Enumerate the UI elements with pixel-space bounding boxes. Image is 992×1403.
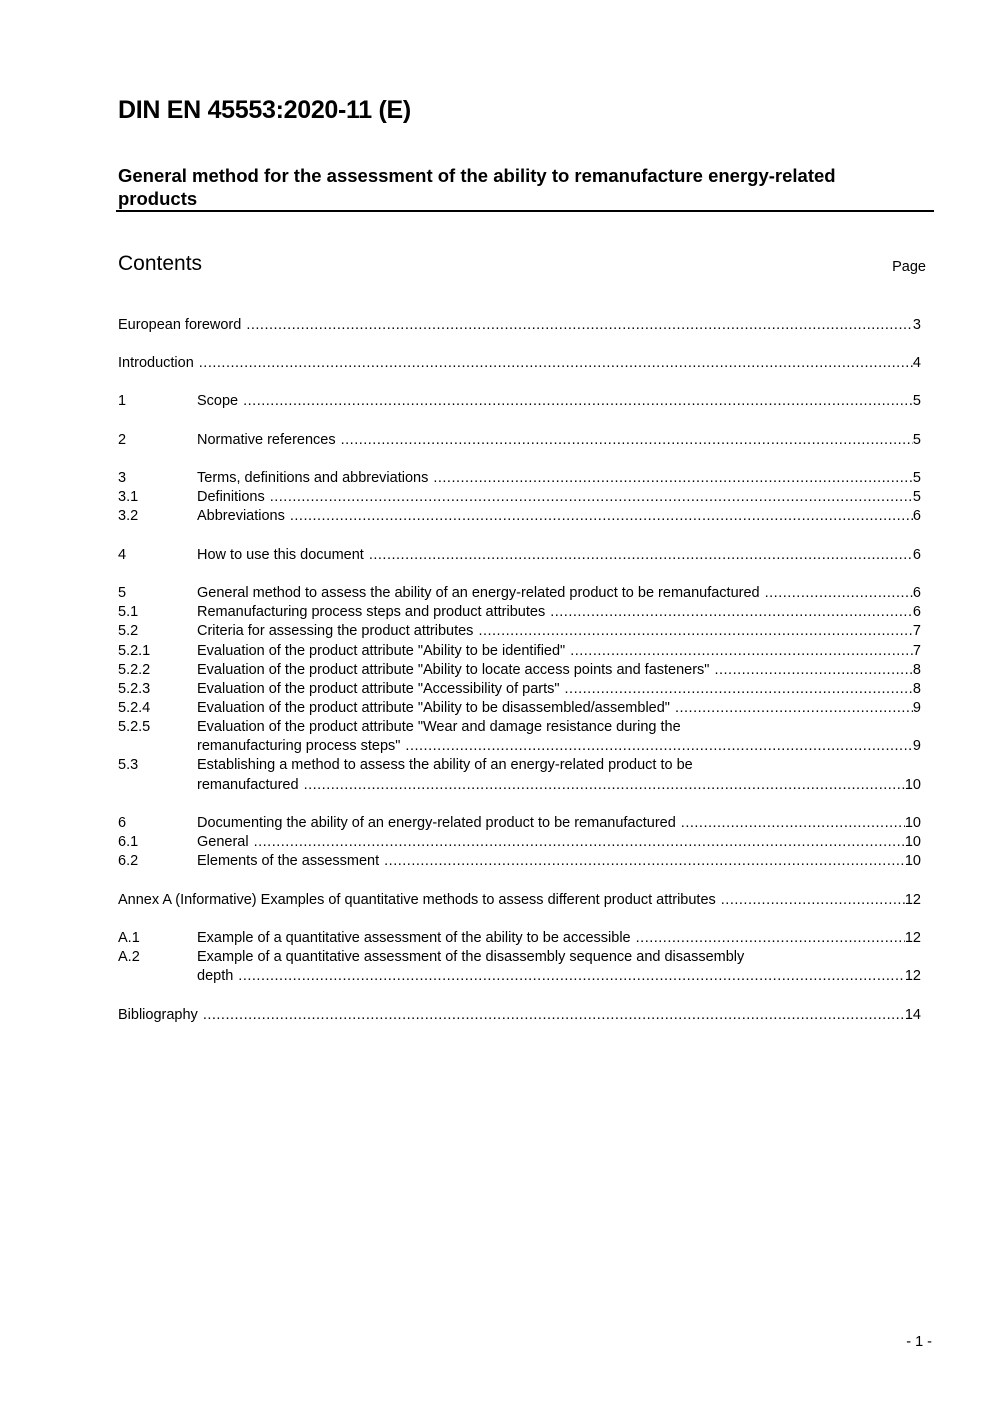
toc-entry-3-1[interactable] (118, 488, 921, 507)
dot-leader (290, 507, 913, 526)
toc-entry-page: 10 (904, 834, 921, 850)
dot-leader (636, 929, 905, 948)
toc-entry-1[interactable] (118, 392, 921, 411)
dot-leader (714, 661, 912, 680)
toc-entry-5[interactable] (118, 584, 921, 603)
toc-entry-page: 3 (912, 317, 921, 333)
dot-leader (203, 1006, 905, 1025)
toc-entry-number: 4 (118, 547, 127, 563)
toc-entry-page: 14 (904, 1007, 921, 1023)
toc-entry-title: Annex A (Informative) Examples of quantitative methods to assess different product attributes (118, 892, 716, 908)
toc-entry-title: General method to assess the ability of an energy-related product to be remanufactured (197, 585, 760, 601)
toc-entry-5-2-1[interactable] (118, 642, 921, 661)
toc-entry-number: 5.2.3 (118, 681, 151, 697)
toc-entry-page: 5 (912, 489, 921, 505)
toc-entry-5-2-3[interactable] (118, 680, 921, 699)
page-number: - 1 - (906, 1334, 932, 1350)
toc-entry-number: 1 (118, 393, 127, 409)
toc-entry-page: 7 (912, 623, 921, 639)
toc-entry-number: 6.2 (118, 853, 139, 869)
toc-entry-6-1[interactable] (118, 833, 921, 852)
toc-entry-bibliography[interactable] (118, 1006, 921, 1025)
toc-entry-number: 5.2.1 (118, 643, 151, 659)
document-id: DIN EN 45553:2020-11 (E) (118, 96, 411, 124)
toc-entry-number: 5.3 (118, 757, 139, 773)
toc-entry-title: Introduction (118, 355, 194, 371)
toc-entry-title: How to use this document (197, 547, 364, 563)
toc-entry-5-2[interactable] (118, 622, 921, 641)
toc-entry-number: 6.1 (118, 834, 139, 850)
toc-entry-6-2[interactable] (118, 852, 921, 871)
toc-entry-title-line-1: Establishing a method to assess the ability of an energy-related product to be (197, 757, 693, 773)
toc-entry-page: 10 (904, 777, 921, 793)
subtitle-line-2: products (118, 188, 198, 209)
dot-leader (675, 699, 913, 718)
subtitle-divider (116, 210, 934, 212)
dot-leader (550, 603, 913, 622)
toc-entry-a-1[interactable] (118, 929, 921, 948)
toc-entry-page: 6 (912, 585, 921, 601)
dot-leader (721, 891, 905, 910)
toc-entry-title: Evaluation of the product attribute "Accessibility of parts" (197, 681, 560, 697)
toc-entry-page: 6 (912, 508, 921, 524)
dot-leader (199, 354, 913, 373)
toc-entry-number: 2 (118, 432, 127, 448)
toc-entry-page: 5 (912, 470, 921, 486)
toc-entry-5-2-5-continued[interactable] (118, 737, 921, 756)
dot-leader (254, 833, 905, 852)
toc-entry-number: 6 (118, 815, 127, 831)
dot-leader (681, 814, 905, 833)
toc-entry-number: 3 (118, 470, 127, 486)
toc-entry-number: 5.1 (118, 604, 139, 620)
toc-entry-title: Terms, definitions and abbreviations (197, 470, 429, 486)
dot-leader (369, 546, 913, 565)
toc-entry-5-3[interactable] (118, 756, 921, 775)
toc-entry-title-line-2: remanufacturing process steps" (197, 738, 401, 754)
toc-entry-number: A.2 (118, 949, 140, 965)
toc-entry-title-line-2: remanufactured (197, 777, 299, 793)
dot-leader (565, 680, 913, 699)
dot-leader (238, 967, 905, 986)
toc-entry-2[interactable] (118, 431, 921, 450)
toc-entry-page: 9 (912, 738, 921, 754)
toc-entry-number: 3.1 (118, 489, 139, 505)
toc-entry-title: Definitions (197, 489, 265, 505)
toc-entry-title: Elements of the assessment (197, 853, 380, 869)
dot-leader (270, 488, 913, 507)
toc-entry-page: 10 (904, 815, 921, 831)
dot-leader (304, 776, 905, 795)
dot-leader (384, 852, 905, 871)
toc-entry-a-2[interactable] (118, 948, 921, 967)
toc-entry-5-2-2[interactable] (118, 661, 921, 680)
contents-title: Contents (118, 252, 203, 275)
toc-entry-5-3-continued[interactable] (118, 776, 921, 795)
toc-entry-title-line-1: Example of a quantitative assessment of the disassembly sequence and disassembly (197, 949, 745, 965)
toc-entry-page: 10 (904, 853, 921, 869)
toc-entry-a-2-continued[interactable] (118, 967, 921, 986)
toc-entry-number: 5.2 (118, 623, 139, 639)
toc-entry-3[interactable] (118, 469, 921, 488)
toc-entry-4[interactable] (118, 546, 921, 565)
toc-entry-title: Evaluation of the product attribute "Ability to be identified" (197, 643, 566, 659)
toc-entry-number: 5.2.5 (118, 719, 151, 735)
document-subtitle (118, 164, 934, 210)
document-header (118, 95, 934, 125)
toc-entry-number: 3.2 (118, 508, 139, 524)
dot-leader (570, 642, 913, 661)
toc-entry-title: European foreword (118, 317, 242, 333)
toc-entry-page: 8 (912, 662, 921, 678)
toc-entry-page: 8 (912, 681, 921, 697)
toc-entry-number: 5.2.2 (118, 662, 151, 678)
toc-entry-title: Scope (197, 393, 239, 409)
toc-entry-title: Example of a quantitative assessment of the ability to be accessible (197, 930, 631, 946)
toc-entry-title: Evaluation of the product attribute "Ability to be disassembled/assembled" (197, 700, 670, 716)
toc-entry-5-1[interactable] (118, 603, 921, 622)
contents-heading (118, 252, 926, 282)
toc-entry-page: 5 (912, 432, 921, 448)
toc-entry-page: 12 (904, 930, 921, 946)
toc-entry-page: 6 (912, 604, 921, 620)
toc-entry-title: General (197, 834, 249, 850)
toc-entry-page: 12 (904, 892, 921, 908)
page-column-label: Page (892, 259, 926, 275)
toc-entry-title: Normative references (197, 432, 336, 448)
toc-entry-page: 5 (912, 393, 921, 409)
toc-entry-title-line-2: depth (197, 968, 234, 984)
dot-leader (405, 737, 913, 756)
toc-entry-introduction[interactable] (118, 354, 921, 373)
toc-entry-5-2-5[interactable] (118, 718, 921, 737)
subtitle-line-1: General method for the assessment of the ability to remanufacture energy-related (118, 165, 836, 186)
toc-entry-annex-a[interactable] (118, 891, 921, 910)
toc-entry-6[interactable] (118, 814, 921, 833)
dot-leader (243, 392, 913, 411)
toc-entry-title: Documenting the ability of an energy-related product to be remanufactured (197, 815, 676, 831)
toc-entry-european-foreword[interactable] (118, 316, 921, 335)
toc-entry-page: 9 (912, 700, 921, 716)
toc-entry-3-2[interactable] (118, 507, 921, 526)
toc-entry-5-2-4[interactable] (118, 699, 921, 718)
toc-entry-title: Abbreviations (197, 508, 285, 524)
dot-leader (246, 316, 913, 335)
toc-entry-page: 12 (904, 968, 921, 984)
toc-entry-number: A.1 (118, 930, 140, 946)
dot-leader (433, 469, 913, 488)
toc-entry-number: 5.2.4 (118, 700, 151, 716)
dot-leader (765, 584, 913, 603)
toc-entry-title: Criteria for assessing the product attributes (197, 623, 474, 639)
dot-leader (341, 431, 913, 450)
toc-entry-title-line-1: Evaluation of the product attribute "Wear and damage resistance during the (197, 719, 681, 735)
toc-entry-title: Evaluation of the product attribute "Ability to locate access points and fasteners" (197, 662, 710, 678)
toc-entry-number: 5 (118, 585, 127, 601)
toc-entry-page: 4 (912, 355, 921, 371)
toc-entry-title: Bibliography (118, 1007, 198, 1023)
toc-entry-title: Remanufacturing process steps and product attributes (197, 604, 546, 620)
toc-entry-page: 6 (912, 547, 921, 563)
toc-entry-page: 7 (912, 643, 921, 659)
dot-leader (478, 622, 912, 641)
